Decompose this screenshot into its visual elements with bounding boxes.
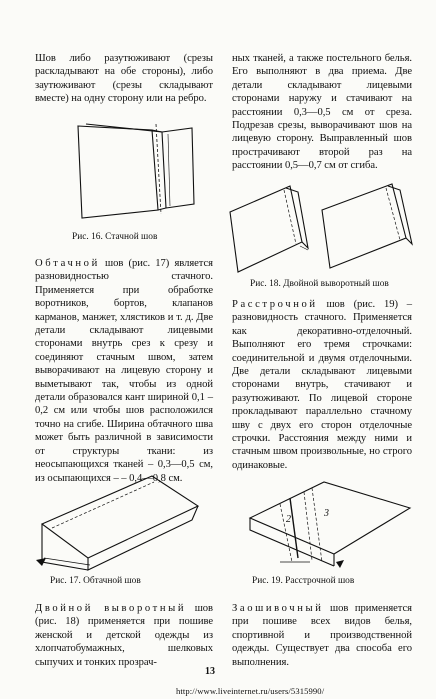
term-obtachnoy: Обтачной xyxy=(35,258,100,269)
right-paragraph-1 xyxy=(232,52,412,173)
term-rasstrochnoy: Расстрочной xyxy=(232,299,318,310)
page-number: 13 xyxy=(205,666,215,677)
figure-16-caption: Рис. 16. Стачной шов xyxy=(72,232,158,242)
figure-18-caption: Рис. 18. Двойной выворотный шов xyxy=(250,279,389,289)
left-paragraph-3 xyxy=(35,602,213,669)
left-paragraph-1 xyxy=(35,52,213,106)
figure-18-double-turned-seam xyxy=(222,180,422,280)
figure-19-label-3: 3 xyxy=(324,508,329,519)
right-paragraph-3 xyxy=(232,602,412,669)
right-paragraph-3-text xyxy=(232,602,412,669)
term-dvoynoy-vyvorotny: Двойной выворотный xyxy=(35,603,187,614)
right-paragraph-2 xyxy=(232,298,412,472)
right-paragraph-2-body: шов (рис. 19) –разновидность стачного. Применяется как декоративно-отделочный. Выполняют его тремя строчками: соединительной и двумя отделочными. Две детали складывают лицевыми сторонами внутрь, стачивают и разутюживают. По лицевой стороне прокладывают параллельно стачному шву с двух его сторон отделочные строчки. Расстояния между ними и стачным швом произвольные, но строго одинаковые. xyxy=(232,299,412,471)
figure-19-topstitched-seam xyxy=(240,478,420,574)
figure-17-faced-seam xyxy=(32,470,202,575)
left-paragraph-3-text xyxy=(35,602,213,669)
right-paragraph-1-text: ных тканей, а также постельного белья. Его выполняют в два приема. Две детали складывают лицевыми сторонами наружу и стачивают на расстоянии 0,3—0,5 см от среза. Подрезав срезы, выворачивают шов на лицевую сторону. Выправленный шов прострачивают второй раз на расстоянии 0,5—0,7 см от сгиба. xyxy=(232,53,412,172)
figure-16-stitched-seam xyxy=(60,118,220,228)
left-paragraph-2-text xyxy=(35,257,213,485)
figure-17-caption: Рис. 17. Обтачной шов xyxy=(50,576,141,586)
right-paragraph-3-body: шов применяется при пошиве всех видов белья, спортивной и производственной одежды. Существует два способа его выполнения. xyxy=(232,603,412,668)
right-paragraph-2-text xyxy=(232,298,412,472)
left-paragraph-1-text: Шов либо разутюживают (срезы раскладывают на обе стороны), либо заутюживают (срезы складывают вместе) на одну сторону или на ребро. xyxy=(35,53,213,105)
figure-19-label-2: 2 xyxy=(286,514,291,525)
left-paragraph-2-body: шов (рис. 17) является разновидностью стачного. Применяется при обработке воротников, бортов, клапанов карманов, манжет, хлястиков и т. д. Две детали складывают лицевыми сторонами внутрь срез к срезу и соединяют стачным швом, затем выворачивают на лицевую сторону и выметывают так, чтобы из одной детали образовался кант шириной 0,1 –0,2 см или чтобы шов расположился точно на сгибе. Ширина обтачного шва может быть различной в зависимости от структуры ткани: из неосыпающихся тканей – 0,3—0,5 см, из осыпающихся – – 0,4—0,8 см. xyxy=(35,258,213,484)
term-zaoshivochny: Заошивочный xyxy=(232,603,324,614)
left-paragraph-2 xyxy=(35,257,213,485)
left-paragraph-3-body: шов (рис. 18) применяется при пошиве женской и детской одежды из хлопчатобумажных, шелковых сыпучих и тонких прозрач- xyxy=(35,603,213,668)
source-url-watermark[interactable]: http://www.liveinternet.ru/users/5315990/ xyxy=(176,686,325,696)
figure-19-caption: Рис. 19. Расстрочной шов xyxy=(252,576,355,586)
